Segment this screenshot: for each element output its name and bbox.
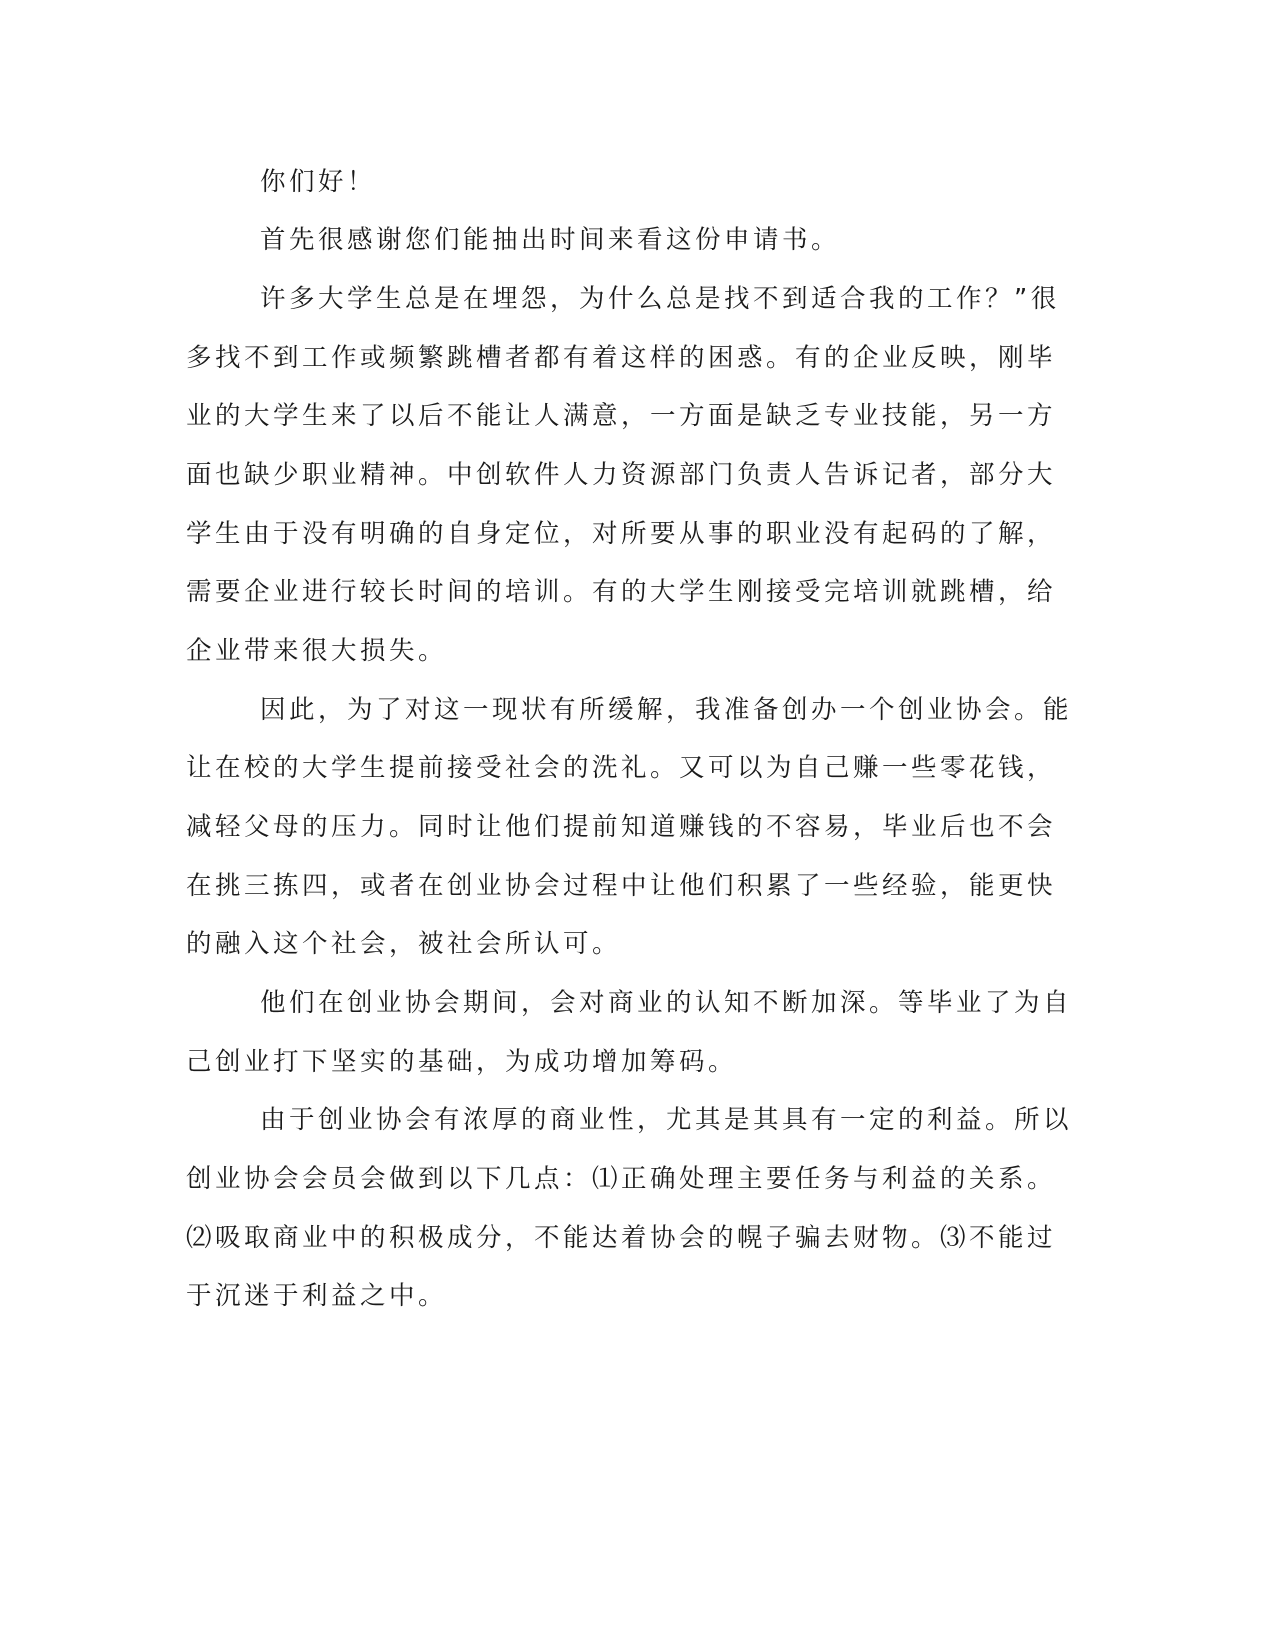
paragraph-complaint-line-3: 业的大学生来了以后不能让人满意，一方面是缺乏专业技能，另一方 [186,401,1057,431]
paragraph-complaint-line-1: 许多大学生总是在埋怨，为什么总是找不到适合我的工作？”很 [260,284,1060,314]
paragraph-proposal-line-4: 在挑三拣四，或者在创业协会过程中让他们积累了一些经验，能更快 [186,871,1057,901]
paragraph-complaint-line-2: 多找不到工作或频繁跳槽者都有着这样的困惑。有的企业反映，刚毕 [186,343,1057,373]
paragraph-rules-line-3: ⑵吸取商业中的积极成分，不能达着协会的幌子骗去财物。⑶不能过 [186,1223,1057,1253]
paragraph-proposal-line-2: 让在校的大学生提前接受社会的洗礼。又可以为自己赚一些零花钱， [186,753,1057,783]
paragraph-rules-line-4: 于沉迷于利益之中。 [186,1281,448,1311]
paragraph-rules-line-1: 由于创业协会有浓厚的商业性，尤其是其具有一定的利益。所以 [260,1105,1073,1135]
paragraph-complaint-line-5: 学生由于没有明确的自身定位，对所要从事的职业没有起码的了解， [186,519,1057,549]
paragraph-complaint-line-7: 企业带来很大损失。 [186,636,448,666]
paragraph-complaint-line-6: 需要企业进行较长时间的培训。有的大学生刚接受完培训就跳槽，给 [186,577,1057,607]
paragraph-benefit-line-2: 己创业打下坚实的基础，为成功增加筹码。 [186,1047,738,1077]
paragraph-benefit-line-1: 他们在创业协会期间，会对商业的认知不断加深。等毕业了为自 [260,988,1073,1018]
paragraph-complaint-line-4: 面也缺少职业精神。中创软件人力资源部门负责人告诉记者，部分大 [186,460,1057,490]
paragraph-rules-line-2: 创业协会会员会做到以下几点：⑴正确处理主要任务与利益的关系。 [186,1164,1057,1194]
paragraph-proposal-line-3: 减轻父母的压力。同时让他们提前知道赚钱的不容易，毕业后也不会 [186,812,1057,842]
paragraph-thanks-line-1: 首先很感谢您们能抽出时间来看这份申请书。 [260,225,841,255]
paragraph-proposal-line-5: 的融入这个社会，被社会所认可。 [186,929,622,959]
greeting-line: 你们好！ [260,167,377,197]
paragraph-proposal-line-1: 因此，为了对这一现状有所缓解，我准备创办一个创业协会。能 [260,695,1073,725]
